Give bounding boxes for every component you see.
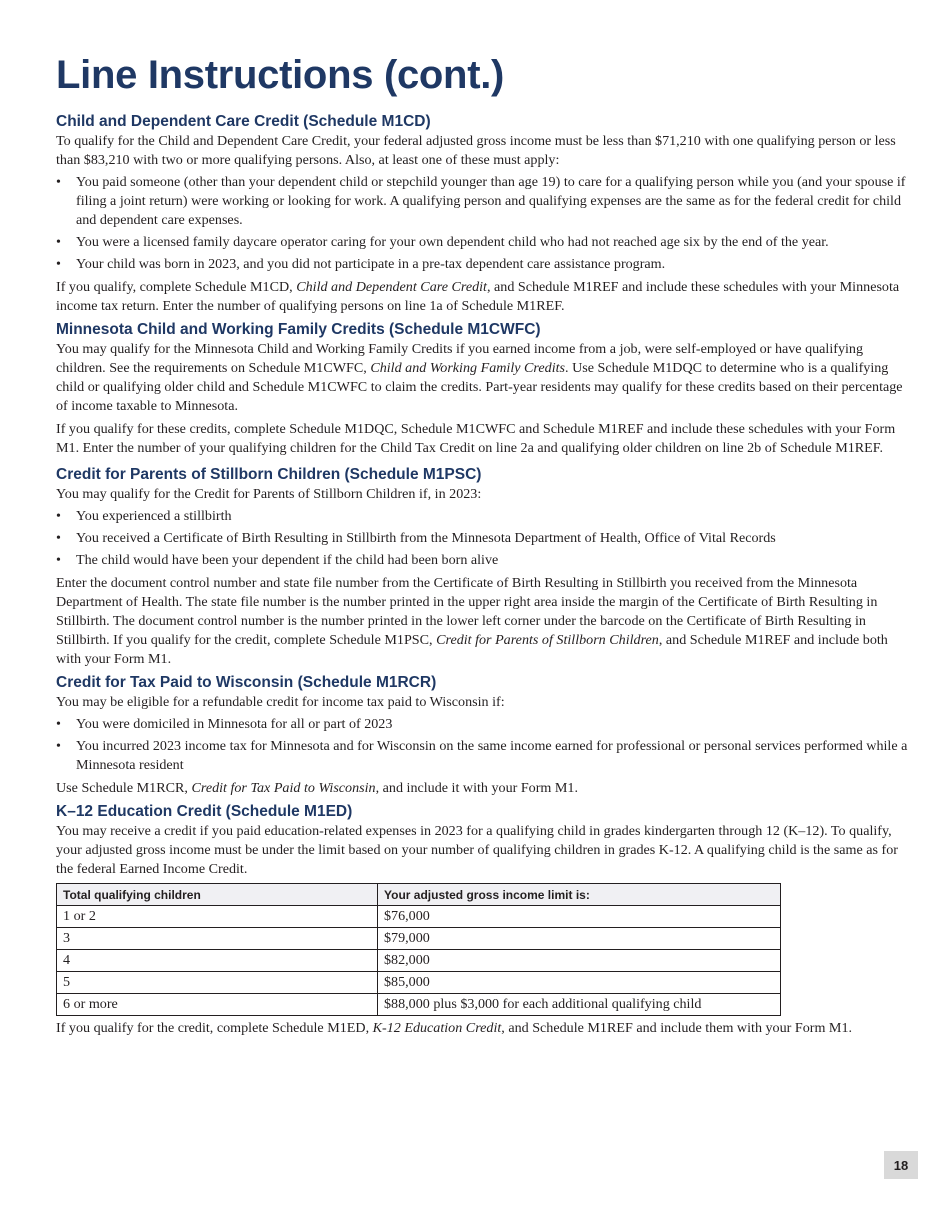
column-header: Total qualifying children (57, 884, 378, 906)
list-item: • You received a Certificate of Birth Resulting in Stillbirth from the Minnesota Department of Health, Office of Vital Records (56, 529, 912, 548)
paragraph: Enter the document control number and state file number from the Certificate of Birth Resulting in Stillbirth you received from the Minnesota Department of Health. The state file number is the number printed in the upper right area inside the margin of the Certificate of Birth Resulting in Stillbirth. The document control number is the number printed in the lower left corner under the barcode on the Certificate of Birth Resulting in Stillbirth. If you qualify for the credit, complete Schedule M1PSC, Credit for Parents of Stillborn Children, and Schedule M1REF and include both with your Form M1. (56, 575, 888, 667)
list-item: • You incurred 2023 income tax for Minnesota and for Wisconsin on the same income earned for professional or personal services performed while a Minnesota resident (56, 737, 912, 775)
paragraph: You may qualify for the Minnesota Child and Working Family Credits if you earned income from a job, were self-employed or have qualifying children. See the requirements on Schedule M1CWFC, Child and Working Family Credits. Use Schedule M1DQC to determine who is a qualifying child or qualifying older child and Schedule M1CWFC to claim the credits. Part-year residents may qualify for these credits based on their percentage of income taxable to Minnesota. (56, 341, 903, 414)
section-heading: Minnesota Child and Working Family Credits (Schedule M1CWFC) (56, 321, 541, 338)
list-item: • You were a licensed family daycare operator caring for your own dependent child who had not reached age six by the end of the year. (56, 233, 912, 252)
table-row (57, 928, 781, 950)
list-item: • You experienced a stillbirth (56, 507, 912, 526)
table-cell: $88,000 plus $3,000 for each additional qualifying child (378, 994, 781, 1016)
table-row (57, 906, 781, 928)
paragraph: If you qualify for these credits, complete Schedule M1DQC, Schedule M1CWFC and Schedule M1REF and include these schedules with your Form M1. Enter the number of your qualifying children for the Child Tax Credit on line 2a and qualifying older children on line 2b of Schedule M1REF. (56, 421, 896, 456)
paragraph: If you qualify, complete Schedule M1CD, Child and Dependent Care Credit, and Schedule M1REF and include these schedules with your Minnesota income tax return. Enter the number of qualifying persons on line 1a of Schedule M1REF. (56, 279, 900, 314)
list-item: • You were domiciled in Minnesota for all or part of 2023 (56, 715, 912, 734)
paragraph: You may qualify for the Credit for Parents of Stillborn Children if, in 2023: (56, 486, 482, 502)
bullet-list (56, 507, 912, 570)
table-cell: $82,000 (378, 950, 781, 972)
page-number: 18 (884, 1151, 918, 1179)
section-heading: K–12 Education Credit (Schedule M1ED) (56, 803, 353, 820)
content (56, 112, 912, 1038)
page-title: Line Instructions (cont.) (56, 53, 505, 97)
bullet-list (56, 173, 912, 274)
paragraph: You may be eligible for a refundable credit for income tax paid to Wisconsin if: (56, 694, 505, 710)
section-heading: Child and Dependent Care Credit (Schedule M1CD) (56, 113, 431, 130)
section-stillborn-children (56, 465, 912, 669)
table-cell: $79,000 (378, 928, 781, 950)
section-heading: Credit for Tax Paid to Wisconsin (Schedule M1RCR) (56, 674, 437, 691)
column-header: Your adjusted gross income limit is: (378, 884, 781, 906)
income-limit-table (56, 883, 781, 1016)
paragraph: Use Schedule M1RCR, Credit for Tax Paid to Wisconsin, and include it with your Form M1. (56, 780, 578, 796)
table-cell: 4 (57, 950, 378, 972)
table-cell: 1 or 2 (57, 906, 378, 928)
table-cell: $85,000 (378, 972, 781, 994)
bullet-list (56, 715, 912, 775)
section-child-dependent-care (56, 112, 912, 316)
table-header-row (57, 884, 781, 906)
table-cell: 6 or more (57, 994, 378, 1016)
list-item: • Your child was born in 2023, and you did not participate in a pre-tax dependent care assistance program. (56, 255, 912, 274)
table-row (57, 972, 781, 994)
table-cell: $76,000 (378, 906, 781, 928)
paragraph: You may receive a credit if you paid education-related expenses in 2023 for a qualifying child in grades kindergarten through 12 (K–12). To qualify, your adjusted gross income must be under the limit based on your number of qualifying children in grades K-12. A qualifying child is the same as for the federal Earned Income Credit. (56, 823, 898, 877)
section-k12-education (56, 802, 912, 1038)
section-child-working-family (56, 320, 912, 458)
paragraph: If you qualify for the credit, complete Schedule M1ED, K-12 Education Credit, and Schedule M1REF and include them with your Form M1. (56, 1020, 853, 1036)
section-heading: Credit for Parents of Stillborn Children (Schedule M1PSC) (56, 466, 482, 483)
list-item: • The child would have been your dependent if the child had been born alive (56, 551, 912, 570)
paragraph: To qualify for the Child and Dependent Care Credit, your federal adjusted gross income must be less than $71,210 with one qualifying person or less than $83,210 with two or more qualifying persons. Also, at least one of these must apply: (56, 133, 896, 168)
section-wisconsin-credit (56, 673, 912, 798)
table-cell: 5 (57, 972, 378, 994)
table-row (57, 950, 781, 972)
table-row (57, 994, 781, 1016)
table-cell: 3 (57, 928, 378, 950)
list-item: • You paid someone (other than your dependent child or stepchild younger than age 19) to care for a qualifying person while you (and your spouse if filing a joint return) were working or looking for work. A qualifying person and qualifying expenses are the same as for the federal credit for child and dependent care expenses. (56, 173, 912, 230)
